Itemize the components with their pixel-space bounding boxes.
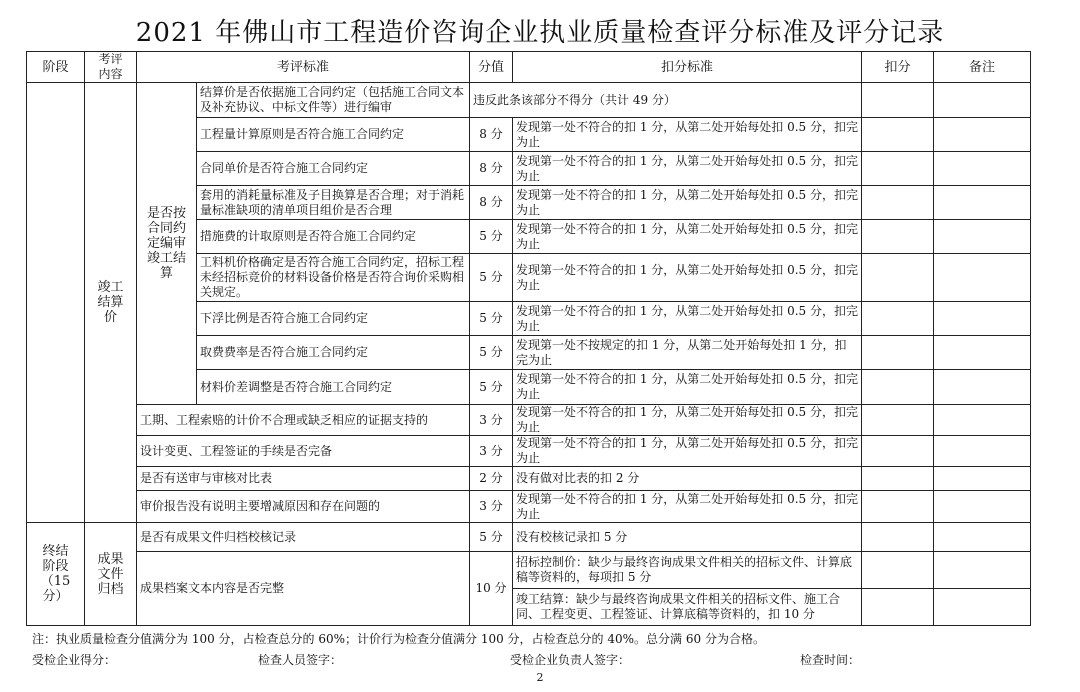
standard-cell: 发现第一处不按规定的扣 1 分，从第二处开始每处扣 1 分，扣完为止 — [513, 336, 862, 370]
standard-cell: 竣工结算：缺少与最终咨询成果文件相关的招标文件、施工合同、工程变更、工程签证、计算底稿等资料的，扣 10 分 — [513, 589, 862, 626]
deduct-cell — [862, 302, 934, 336]
enterprise-score-label: 受检企业得分： — [32, 653, 117, 667]
standard-cell: 发现第一处不符合的扣 1 分，从第二处开始每处扣 0.5 分，扣完为止 — [513, 254, 862, 302]
deduct-cell — [862, 436, 934, 467]
inspection-date-label: 检查时间： — [800, 653, 861, 667]
header-stage: 阶段 — [27, 52, 85, 83]
deduct-cell — [862, 336, 934, 370]
criteria-cell: 工期、工程索赔的计价不合理或缺乏相应的证据支持的 — [137, 405, 470, 436]
header-content: 考评 内容 — [85, 52, 137, 83]
remark-cell — [934, 254, 1031, 302]
remark-cell — [934, 302, 1031, 336]
table-row — [27, 83, 1031, 118]
remark-cell — [934, 336, 1031, 370]
standard-cell: 发现第一处不符合的扣 1 分，从第二处开始每处扣 0.5 分，扣完为止 — [513, 370, 862, 405]
criteria-cell: 设计变更、工程签证的手续是否完备 — [137, 436, 470, 467]
deduct-cell — [862, 152, 934, 186]
standard-cell: 发现第一处不符合的扣 1 分，从第二处开始每处扣 0.5 分，扣完为止 — [513, 152, 862, 186]
page-title: 2021 年佛山市工程造价咨询企业执业质量检查评分标准及评分记录 — [135, 18, 945, 48]
deduct-cell — [862, 552, 934, 589]
standard-cell: 没有校核记录扣 5 分 — [513, 523, 862, 552]
standard-cell: 发现第一处不符合的扣 1 分，从第二处开始每处扣 0.5 分，扣完为止 — [513, 220, 862, 254]
stage-final-label: 终结 阶段 （15 分） — [27, 523, 85, 626]
table-row — [27, 405, 1031, 436]
criteria-cell: 下浮比例是否符合施工合同约定 — [197, 302, 470, 336]
table-row — [27, 436, 1031, 467]
remark-cell — [934, 436, 1031, 467]
deduct-cell — [862, 491, 934, 523]
score-cell: 3 分 — [470, 436, 513, 467]
criteria-cell: 成果档案文本内容是否完整 — [137, 552, 470, 626]
score-cell: 8 分 — [470, 152, 513, 186]
standard-cell: 发现第一处不符合的扣 1 分，从第二处开始每处扣 0.5 分，扣完为止 — [513, 405, 862, 436]
score-cell: 3 分 — [470, 405, 513, 436]
table-row — [27, 491, 1031, 523]
deduct-cell — [862, 405, 934, 436]
score-cell: 5 分 — [470, 523, 513, 552]
score-cell: 8 分 — [470, 186, 513, 220]
criteria-cell: 工料机价格确定是否符合施工合同约定，招标工程未经招标竞价的材料设备价格是否符合询价采购相关规定。 — [197, 254, 470, 302]
criteria-cell: 是否有送审与审核对比表 — [137, 467, 470, 491]
subgroup-label: 是否按 合同约 定编审 竣工结 算 — [137, 83, 197, 405]
criteria-cell: 工程量计算原则是否符合施工合同约定 — [197, 118, 470, 152]
score-cell: 2 分 — [470, 467, 513, 491]
remark-cell — [934, 523, 1031, 552]
criteria-cell: 措施费的计取原则是否符合施工合同约定 — [197, 220, 470, 254]
table-row — [27, 552, 1031, 589]
standard-cell: 发现第一处不符合的扣 1 分，从第二处开始每处扣 0.5 分，扣完为止 — [513, 186, 862, 220]
deduct-cell — [862, 523, 934, 552]
deduct-cell — [862, 254, 934, 302]
deduct-cell — [862, 467, 934, 491]
standard-cell: 发现第一处不符合的扣 1 分，从第二处开始每处扣 0.5 分，扣完为止 — [513, 491, 862, 523]
remark-cell — [934, 589, 1031, 626]
stage-settlement-label: 竣工 结算 价 — [85, 83, 137, 523]
header-deduct: 扣分 — [862, 52, 934, 83]
remark-cell — [934, 405, 1031, 436]
scoring-table — [26, 51, 1031, 626]
remark-cell — [934, 186, 1031, 220]
standard-cell: 发现第一处不符合的扣 1 分，从第二处开始每处扣 0.5 分，扣完为止 — [513, 436, 862, 467]
stage-cell — [27, 83, 85, 523]
page-number: 2 — [536, 671, 544, 684]
standard-cell: 招标控制价：缺少与最终咨询成果文件相关的招标文件、计算底稿等资料的，每项扣 5 分 — [513, 552, 862, 589]
score-cell: 5 分 — [470, 336, 513, 370]
remark-cell — [934, 118, 1031, 152]
deduct-cell — [862, 220, 934, 254]
remark-cell — [934, 491, 1031, 523]
criteria-cell: 结算价是否依据施工合同约定（包括施工合同文本及补充协议、中标文件等）进行编审 — [197, 83, 470, 118]
header-score: 分值 — [470, 52, 513, 83]
score-cell: 3 分 — [470, 491, 513, 523]
score-cell: 5 分 — [470, 254, 513, 302]
criteria-cell: 取费费率是否符合施工合同约定 — [197, 336, 470, 370]
deduct-cell — [862, 370, 934, 405]
standard-cell: 发现第一处不符合的扣 1 分，从第二处开始每处扣 0.5 分，扣完为止 — [513, 302, 862, 336]
remark-cell — [934, 220, 1031, 254]
table-row — [27, 467, 1031, 491]
deduct-cell — [862, 186, 934, 220]
deduct-cell — [862, 589, 934, 626]
table-row — [27, 523, 1031, 552]
remark-cell — [934, 83, 1031, 118]
inspector-signature-label: 检查人员签字： — [258, 653, 343, 667]
criteria-cell: 合同单价是否符合施工合同约定 — [197, 152, 470, 186]
score-cell: 5 分 — [470, 370, 513, 405]
criteria-cell: 套用的消耗量标准及子目换算是否合理；对于消耗量标准缺项的清单项目组价是否合理 — [197, 186, 470, 220]
header-row — [27, 52, 1031, 83]
score-cell: 5 分 — [470, 220, 513, 254]
header-criteria: 考评标准 — [137, 52, 470, 83]
remark-cell — [934, 370, 1031, 405]
standard-cell: 没有做对比表的扣 2 分 — [513, 467, 862, 491]
remark-cell — [934, 552, 1031, 589]
score-cell: 5 分 — [470, 302, 513, 336]
remark-cell — [934, 152, 1031, 186]
merged-standard-cell: 违反此条该部分不得分（共计 49 分） — [470, 83, 862, 118]
criteria-cell: 材料价差调整是否符合施工合同约定 — [197, 370, 470, 405]
footnote: 注：执业质量检查分值满分为 100 分，占检查总分的 60%；计价行为检查分值满分 100 分，占检查总分的 40%。总分满 60 分为合格。 — [32, 632, 765, 646]
header-remark: 备注 — [934, 52, 1031, 83]
content-archive-label: 成果 文件 归档 — [85, 523, 137, 626]
remark-cell — [934, 467, 1031, 491]
enterprise-head-signature-label: 受检企业负责人签字： — [510, 653, 631, 667]
header-deduct-standard: 扣分标准 — [513, 52, 862, 83]
score-cell: 8 分 — [470, 118, 513, 152]
score-cell: 10 分 — [470, 552, 513, 626]
criteria-cell: 是否有成果文件归档校核记录 — [137, 523, 470, 552]
standard-cell: 发现第一处不符合的扣 1 分，从第二处开始每处扣 0.5 分，扣完为止 — [513, 118, 862, 152]
deduct-cell — [862, 118, 934, 152]
criteria-cell: 审价报告没有说明主要增减原因和存在问题的 — [137, 491, 470, 523]
deduct-cell — [862, 83, 934, 118]
